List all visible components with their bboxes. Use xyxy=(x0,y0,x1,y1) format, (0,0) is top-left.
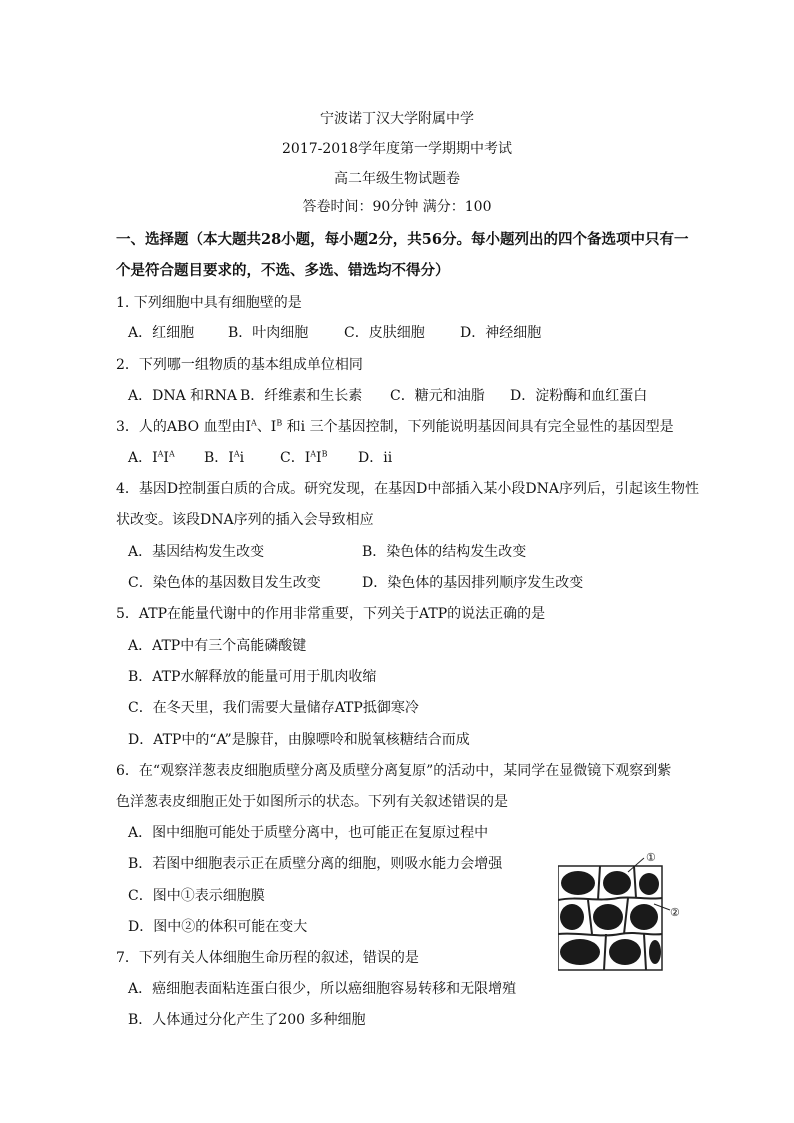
q6-stem-line1: 6．在“观察洋葱表皮细胞质壁分离及质壁分离复原”的活动中，某同学在显微镜下观察到紫 xyxy=(116,763,672,779)
q6-option-b: B．若图中细胞表示正在质壁分离的细胞，则吸水能力会增强 xyxy=(128,856,503,872)
q2-option-d: D．淀粉酶和血红蛋白 xyxy=(510,388,648,404)
q1-option-a: A．红细胞 xyxy=(128,325,195,341)
q3-option-a: A．$I^AI^A$ xyxy=(128,449,175,466)
q2-option-b: B．纤维素和生长素 xyxy=(240,388,363,404)
q2-option-c: C．糖元和油脂 xyxy=(390,388,485,404)
q5-option-b: B．ATP水解释放的能量可用于肌肉收缩 xyxy=(128,669,377,685)
q4-option-b: B．染色体的结构发生改变 xyxy=(362,544,527,560)
q7-option-b: B．人体通过分化产生了200 多种细胞 xyxy=(128,1012,366,1028)
section-heading-line1: 一、选择题（本大题共28小题，每小题2分，共56分。每小题列出的四个备选项中只有一 xyxy=(116,231,689,248)
q3-stem: 3．人的ABO 血型由$I^A$、$I^B$ 和i 三个基因控制，下列能说明基因间具有完全显性的基因型是 xyxy=(116,418,674,435)
q4-stem-line2: 状改变。该段DNA序列的插入会导致相应 xyxy=(116,512,374,528)
q4-stem-line1: 4．基因D控制蛋白质的合成。研究发现，在基因D中部插入某小段DNA序列后，引起该生物性 xyxy=(116,481,699,497)
q5-option-c: C．在冬天里，我们需要大量储存ATP抵御寒冷 xyxy=(128,700,419,716)
q6-option-d: D．图中②的体积可能在变大 xyxy=(128,919,308,935)
exam-title: 2017-2018学年度第一学期期中考试 xyxy=(282,141,512,157)
q1-option-b: B．叶肉细胞 xyxy=(228,325,309,341)
q3-option-d: D．ii xyxy=(358,450,393,466)
school-name: 宁波诺丁汉大学附属中学 xyxy=(320,111,474,127)
figure-label-1: ① xyxy=(646,851,656,864)
q6-option-a: A．图中细胞可能处于质壁分离中，也可能正在复原过程中 xyxy=(128,825,489,841)
q7-option-a: A．癌细胞表面粘连蛋白很少，所以癌细胞容易转移和无限增殖 xyxy=(128,981,517,997)
q4-option-d: D．染色体的基因排列顺序发生改变 xyxy=(362,575,584,591)
q6-stem-line2: 色洋葱表皮细胞正处于如图所示的状态。下列有关叙述错误的是 xyxy=(116,794,508,810)
q1-stem: 1. 下列细胞中具有细胞壁的是 xyxy=(116,295,302,311)
q4-option-a: A．基因结构发生改变 xyxy=(128,544,265,560)
q5-option-d: D．ATP中的“A”是腺苷，由腺嘌呤和脱氧核糖结合而成 xyxy=(128,732,470,748)
figure-label-2: ② xyxy=(670,906,680,919)
section-heading-line2: 个是符合题目要求的，不选、多选、错选均不得分） xyxy=(116,262,450,279)
q5-stem: 5．ATP在能量代谢中的作用非常重要，下列关于ATP的说法正确的是 xyxy=(116,606,546,622)
cell-plasmolysis-figure xyxy=(558,848,682,972)
q1-option-c: C．皮肤细胞 xyxy=(344,325,425,341)
q5-option-a: A．ATP中有三个高能磷酸键 xyxy=(128,638,307,654)
q3-option-b: B．$I^Ai$ xyxy=(204,449,245,466)
q2-option-a: A．DNA 和RNA xyxy=(128,388,238,404)
q2-stem: 2．下列哪一组物质的基本组成单位相同 xyxy=(116,357,363,373)
q3-option-c: C．$I^AI^B$ xyxy=(280,449,328,466)
time-score: 答卷时间：90分钟 满分：100 xyxy=(302,199,492,215)
q1-option-d: D．神经细胞 xyxy=(460,325,542,341)
paper-title: 高二年级生物试题卷 xyxy=(334,171,460,187)
q7-stem: 7．下列有关人体细胞生命历程的叙述，错误的是 xyxy=(116,950,419,966)
q6-option-c: C．图中①表示细胞膜 xyxy=(128,888,265,904)
q4-option-c: C．染色体的基因数目发生改变 xyxy=(128,575,321,591)
